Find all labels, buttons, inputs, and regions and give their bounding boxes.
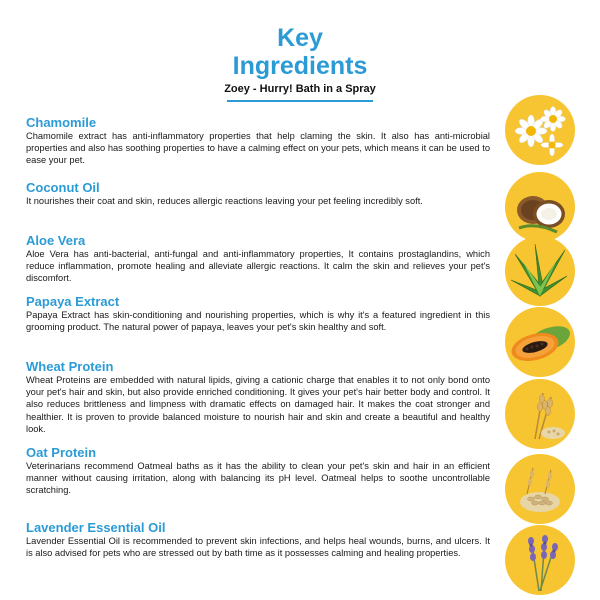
title-line-2: Ingredients [232,52,368,80]
lavender-icon [505,525,575,595]
product-subtitle: Zoey - Hurry! Bath in a Spray [224,83,376,95]
ingredient-name: Oat Protein [26,445,97,460]
oats-icon [505,454,575,524]
ingredient-coconut-oil [26,180,490,207]
chamomile-flowers-icon [505,95,575,165]
ingredient-name: Coconut Oil [26,180,100,195]
ingredient-name: Lavender Essential Oil [26,520,166,535]
ingredient-description: Wheat Proteins are embedded with natural lipids, giving a cationic charge that enables it to not only bond onto your pet's hair and skin, but also provide enriched conditioning. It gives your pet's hair better body and control. It also reduces brittleness and limpness with dramatic effects on damaged hair. It makes the coat stronger and healthier. It is proven to provide balanced moisture to nourish hair and skin and create a beautiful and healthy look. [26,375,490,434]
title-line-1: Key [277,24,323,52]
ingredient-lavender-essential-oil [26,520,490,559]
ingredient-description: Papaya Extract has skin-conditioning and nourishing properties, which is why it's a featured ingredient in this grooming product. The natural power of papaya, leaves your pet's skin healthy and soft. [26,310,490,333]
ingredient-oat-protein [26,445,490,497]
ingredient-chamomile [26,115,490,167]
ingredient-wheat-protein [26,359,490,435]
ingredient-description: Lavender Essential Oil is recommended to prevent skin infections, and helps heal wounds, burns, and ulcers. It is also advised for pets who are stressed out by bath time as it possesses calming and healing properties. [26,536,490,559]
ingredient-description: Aloe Vera has anti-bacterial, anti-fungal and anti-inflammatory properties, It contains prostaglandins, which reduce inflammation, promote healing and alleviate allergic reactions. It calm the skin and relieves your pet's discomfort. [26,249,490,284]
ingredient-name: Wheat Protein [26,359,114,374]
ingredient-name: Chamomile [26,115,97,130]
papaya-icon [505,307,575,377]
ingredient-name: Aloe Vera [26,233,86,248]
ingredient-description: Veterinarians recommend Oatmeal baths as it has the ability to clean your pet's skin and hair in an efficient manner without causing irritation, along with balancing its pH level. Oatmeal helps to soothe uncontrollable scratching. [26,461,490,496]
ingredient-papaya-extract [26,294,490,333]
subtitle-underline [227,100,373,102]
ingredient-description: It nourishes their coat and skin, reduces allergic reactions leaving your pet feeling incredibly soft. [26,196,423,206]
page-title [0,24,600,80]
wheat-icon [505,379,575,449]
ingredient-name: Papaya Extract [26,294,120,309]
coconut-icon [505,172,575,242]
aloe-vera-icon [505,236,575,306]
ingredient-aloe-vera [26,233,490,285]
ingredient-description: Chamomile extract has anti-inflammatory properties that help claming the skin. It also has anti-microbial properties and also has soothing properties to have a calming effect on your pets, which means it can be used to ease your pet. [26,131,490,166]
